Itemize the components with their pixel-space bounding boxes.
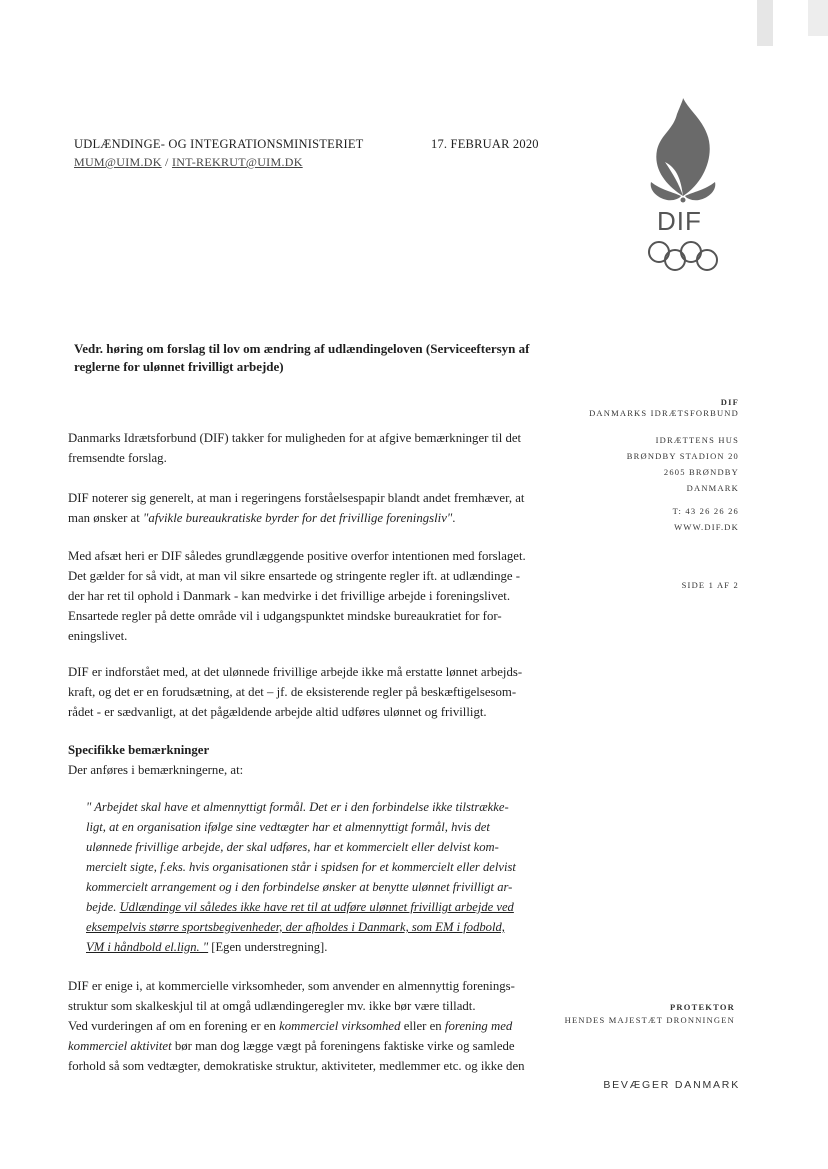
email-link[interactable]: INT-REKRUT@UIM.DK [171, 155, 303, 169]
text-line: kraft, og det er en forudsætning, at det – jf. de eksisterende regler på beskæftigelsesom- [68, 685, 517, 699]
emphasis-note: [Egen understregning]. [208, 940, 328, 954]
logo-text: DIF [657, 206, 702, 236]
address-line: BRØNDBY STADION 20 [626, 451, 739, 461]
dif-logo [643, 96, 723, 276]
text-span: Ved vurderingen af om en forening er en [68, 1019, 280, 1033]
text-line [68, 1036, 542, 1056]
phone-number: T: 43 26 26 26 [672, 506, 739, 516]
quote-line: mercielt sigte, f.eks. hvis organisationen står i spidsen for et kommercielt eller delvist [86, 860, 516, 874]
quote-line [86, 937, 540, 957]
quote-line: " Arbejdet skal have et almennyttigt formål. Det er i den forbindelse ikke tilstrække- [86, 800, 509, 814]
text-line: der har ret til ophold i Danmark - kan medvirke i det frivillige arbejde i foreningslivet. [68, 589, 511, 603]
text-line: Ensartede regler på dette område vil i udgangspunktet mindske bureaukratiet for for- [68, 609, 502, 623]
text-line [68, 1016, 542, 1036]
recipient-ministry: UDLÆNDINGE- OG INTEGRATIONSMINISTERIET [74, 137, 364, 151]
slogan: BEVÆGER DANMARK [603, 1079, 740, 1091]
email-link[interactable]: MUM@UIM.DK [74, 155, 162, 169]
text-line: struktur som skalkeskjul til at omgå udlændingeregler mv. ikke bør være tilladt. [68, 999, 476, 1013]
email-separator: / [161, 155, 172, 169]
letter-date: 17. FEBRUAR 2020 [431, 137, 539, 151]
address-line: 2605 BRØNDBY [663, 467, 739, 477]
text-line [68, 508, 542, 528]
recipient-emails [74, 155, 303, 170]
address-line: DANMARK [686, 483, 739, 493]
sidebar-org-full: DANMARKS IDRÆTSFORBUND [589, 408, 739, 418]
scan-artifact [757, 0, 773, 46]
sidebar-org-short: DIF [720, 397, 739, 407]
paragraph-2 [68, 488, 542, 528]
address-line: IDRÆTTENS HUS [655, 435, 739, 445]
letter-subject [74, 340, 554, 376]
quoted-phrase: "afvikle bureaukratiske byrder for det frivillige foreningsliv" [142, 511, 453, 525]
sidebar-address [627, 432, 739, 496]
sidebar-contact [673, 503, 739, 535]
paragraph-4 [68, 662, 542, 722]
text-line: DIF er indforstået med, at det ulønnede frivillige arbejde ikke må erstatte lønnet arbejds- [68, 665, 523, 679]
italic-term: kommerciel aktivitet [68, 1039, 172, 1053]
underlined-quote: VM i håndbold el.lign. " [86, 940, 209, 954]
protector-label: PROTEKTOR [670, 1002, 735, 1012]
text-line: DIF er enige i, at kommercielle virksomheder, som anvender en almennyttig forenings- [68, 979, 515, 993]
block-quote [86, 797, 540, 957]
text-span: eller en [400, 1019, 445, 1033]
text-line: rådet - er sædvanligt, at det pågældende arbejde altid udføres ulønnet og frivilligt. [68, 705, 487, 719]
specific-remarks [68, 740, 542, 780]
text-line: Med afsæt heri er DIF således grundlæggende positive overfor intentionen med forslaget. [68, 549, 526, 563]
page-number: SIDE 1 AF 2 [681, 580, 739, 590]
website-link[interactable]: WWW.DIF.DK [674, 522, 739, 532]
quote-line [86, 897, 540, 917]
paragraph-1 [68, 428, 542, 468]
text-line: Det gælder for så vidt, at man vil sikre ensartede og stringente regler ift. at udlændinge - [68, 569, 521, 583]
paragraph-5 [68, 976, 542, 1076]
text-line: forhold så som vedtægter, demokratiske struktur, aktiviteter, medlemmer etc. og ikke den [68, 1059, 525, 1073]
text-span: bør man dog lægge vægt på foreningens faktiske virke og samlede [171, 1039, 515, 1053]
scan-artifact [808, 0, 828, 36]
quote-line: kommercielt arrangement og i den forbindelse ønsker at benytte ulønnet frivilligt ar- [86, 880, 513, 894]
underlined-quote: Udlændinge vil således ikke have ret til at udføre ulønnet frivilligt arbejde ved [119, 900, 514, 914]
text-line: fremsendte forslag. [68, 451, 167, 465]
italic-term: forening med [444, 1019, 513, 1033]
quote-span: bejde. [86, 900, 120, 914]
protector-name: HENDES MAJESTÆT DRONNINGEN [564, 1015, 735, 1025]
text-line: Der anføres i bemærkningerne, at: [68, 763, 244, 777]
flame-icon [643, 96, 723, 276]
underlined-quote: eksempelvis større sportsbegivenheder, der afholdes i Danmark, som EM i fodbold, [86, 920, 505, 934]
quote-line: ligt, at en organisation ifølge sine vedtægter har et almennyttigt formål, hvis det [86, 820, 490, 834]
text-span: man ønsker at [68, 511, 143, 525]
text-span: . [452, 511, 456, 525]
text-line: DIF noterer sig generelt, at man i regeringens forståelsespapir blandt andet fremhæver, at [68, 491, 525, 505]
text-line: eningslivet. [68, 629, 128, 643]
section-heading: Specifikke bemærkninger [68, 743, 210, 757]
subject-line: reglerne for ulønnet frivilligt arbejde) [74, 359, 284, 374]
subject-line: Vedr. høring om forslag til lov om ændring af udlændingeloven (Serviceeftersyn af [74, 341, 530, 356]
paragraph-3 [68, 546, 542, 646]
text-line: Danmarks Idrætsforbund (DIF) takker for muligheden for at afgive bemærkninger til det [68, 431, 522, 445]
italic-term: kommerciel virksomhed [279, 1019, 401, 1033]
quote-line: ulønnede frivillige arbejde, der skal udføres, har et kommercielt eller delvist kom- [86, 840, 499, 854]
